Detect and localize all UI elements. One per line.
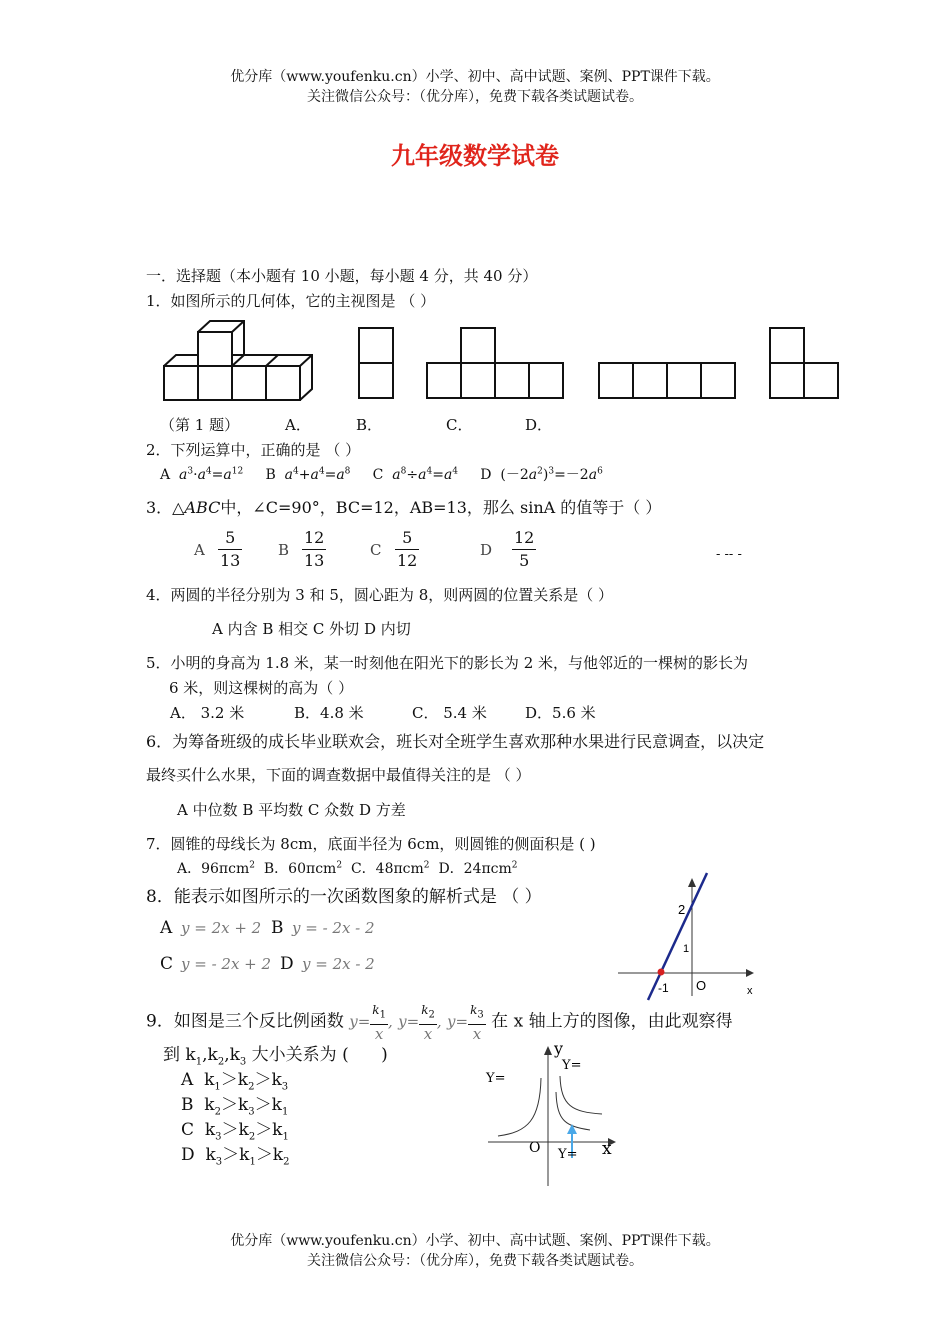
q8-line-graph <box>612 868 762 1003</box>
q9-label-curve-left: Y= <box>486 1071 506 1086</box>
q7-options[interactable]: A．96πcm$^2$ B．60πcm$^2$ C．48πcm$^2$ D．24πcm$^2$ <box>177 860 518 877</box>
q7-stem: 7．圆锥的母线长为 8cm，底面半径为 6cm，则圆锥的侧面积是 ( ) <box>146 835 596 853</box>
q9-stem: 9．如图是三个反比例函数 y= $\frac{k_1}{x}$ , y= $\frac{k_2}{x}$ , y= $\frac{k_3}{x}$ 在 x 轴上方的图像，由此观察得 <box>146 1003 733 1044</box>
q8-option-b-letter[interactable]: B <box>271 918 284 938</box>
q8-option-a-equation: y = 2x + 2 <box>181 919 262 937</box>
q9-blue-arrowhead <box>567 1124 577 1134</box>
q5-option-d[interactable]: D．5.6 米 <box>525 704 596 722</box>
q1-option-c-figure <box>598 362 738 399</box>
q3-stem: 3．△ABC中，∠C=90°，BC=12，AB=13，那么 sinA 的值等于（ ） <box>146 498 662 517</box>
q9-curve-right-1 <box>560 1076 602 1114</box>
q5-stem-line-1: 5．小明的身高为 1.8 米，某一时刻他在阳光下的影长为 2 米，与他邻近的一棵树的影长为 <box>146 654 749 672</box>
q8-option-d-letter[interactable]: D <box>280 954 294 974</box>
q3-dash-mark: - -- - <box>716 547 742 562</box>
q6-stem-line-1: 6．为筹备班级的成长毕业联欢会，班长对全班学生喜欢那种水果进行民意调查，以决定 <box>146 732 765 751</box>
header-line-2: 关注微信公众号：（优分库），免费下载各类试题试卷。 <box>307 89 643 105</box>
q9-stem-line-2: 到 $k_1,k_2,k_3$ 大小关系为 ( ) <box>163 1045 388 1068</box>
q8-option-d-equation: y = 2x - 2 <box>302 955 375 973</box>
q3-label-d[interactable]: D <box>480 541 493 559</box>
q9-option-a[interactable]: A $k_1>k_2>k_3$ <box>181 1070 289 1093</box>
q8-intercept-point <box>658 969 665 976</box>
q8-option-c-letter[interactable]: C <box>160 954 174 974</box>
q8-option-a-letter[interactable]: A <box>160 918 173 938</box>
footer-line-2: 关注微信公众号：（优分库），免费下载各类试题试卷。 <box>307 1253 643 1269</box>
q3-label-c[interactable]: C <box>370 541 382 559</box>
q9-label-y-axis: y <box>554 1039 564 1058</box>
q8-y-axis-arrow <box>688 878 696 887</box>
q8-label-origin: O <box>696 978 707 993</box>
q3-fraction-b: $\frac{12}{13}$ <box>304 528 325 570</box>
q8-label-1: 1 <box>683 943 690 955</box>
q9-option-b[interactable]: B $k_2>k_3>k_1$ <box>181 1095 289 1118</box>
q3-fraction-a: $\frac{5}{13}$ <box>220 528 241 570</box>
q3-fraction-c: $\frac{5}{12}$ <box>397 528 418 570</box>
q4-stem: 4．两圆的半径分别为 3 和 5，圆心距为 8，则两圆的位置关系是（ ） <box>146 586 614 604</box>
q1-option-b[interactable]: B． <box>356 416 383 434</box>
footer-line-1: 优分库（www.youfenku.cn）小学、初中、高中试题、案例、PPT课件下载。 <box>230 1233 720 1249</box>
q5-option-a[interactable]: A． 3.2 米 <box>170 704 245 722</box>
page-title: 九年级数学试卷 <box>391 141 559 170</box>
q8-label-x: x <box>747 985 753 997</box>
q1-caption: （第 1 题） <box>160 416 240 434</box>
q3-label-a[interactable]: A <box>194 541 205 559</box>
q6-options[interactable]: A 中位数 B 平均数 C 众数 D 方差 <box>177 801 406 819</box>
q9-option-c[interactable]: C $k_3>k_2>k_1$ <box>181 1120 289 1143</box>
q1-stem: 1．如图所示的几何体，它的主视图是 （ ） <box>146 292 436 310</box>
q5-option-b[interactable]: B．4.8 米 <box>294 704 364 722</box>
q9-label-x-axis: x <box>602 1139 612 1159</box>
section-heading: 一．选择题（本小题有 10 小题，每小题 4 分，共 40 分） <box>146 267 538 285</box>
q5-stem-line-2: 6 米，则这棵树的高为（ ） <box>169 679 354 697</box>
q1-option-d-figure <box>769 327 841 399</box>
q1-solid-figure <box>160 318 320 404</box>
q9-curve-left <box>498 1078 541 1136</box>
q9-curve-right-2 <box>556 1092 590 1130</box>
q8-option-c-equation: y = - 2x + 2 <box>181 955 272 973</box>
q3-label-b[interactable]: B <box>278 541 290 559</box>
q5-option-c[interactable]: C． 5.4 米 <box>412 704 487 722</box>
q1-option-a-figure <box>358 327 394 399</box>
q3-fraction-d: $\frac{12}{5}$ <box>514 528 535 570</box>
q9-option-d[interactable]: D $k_3>k_1>k_2$ <box>181 1145 290 1168</box>
q2-options[interactable]: A $a^3\cdot a^4=a^{12}$ B $a^4+a^4=a^8$ C $a^8\div a^4=a^4$ D $(-2a^2)^3=-2a^6$ <box>160 466 603 483</box>
q1-option-a[interactable]: A． <box>285 416 311 434</box>
q9-inverse-graph <box>484 1040 624 1190</box>
q8-x-axis-arrow <box>746 969 754 977</box>
q8-label-2: 2 <box>678 902 686 917</box>
q8-stem: 8．能表示如图所示的一次函数图象的解析式是 （ ） <box>146 887 542 907</box>
q1-option-c[interactable]: C． <box>446 416 473 434</box>
q4-options[interactable]: A 内含 B 相交 C 外切 D 内切 <box>212 620 411 638</box>
q1-option-b-figure <box>426 327 566 399</box>
q9-label-origin: O <box>529 1140 541 1156</box>
header-line-1: 优分库（www.youfenku.cn）小学、初中、高中试题、案例、PPT课件下载。 <box>230 69 720 85</box>
q8-option-b-equation: y = - 2x - 2 <box>292 919 375 937</box>
q9-label-curve-bottom: Y= <box>558 1147 578 1162</box>
q1-option-d[interactable]: D． <box>525 416 553 434</box>
q8-label-neg1: -1 <box>658 981 669 995</box>
q2-stem: 2．下列运算中，正确的是 （ ） <box>146 441 361 459</box>
q6-stem-line-2: 最终买什么水果，下面的调查数据中最值得关注的是 （ ） <box>146 766 531 784</box>
q9-y-axis-arrow <box>544 1046 552 1055</box>
q9-label-curve-right: Y= <box>562 1058 582 1073</box>
